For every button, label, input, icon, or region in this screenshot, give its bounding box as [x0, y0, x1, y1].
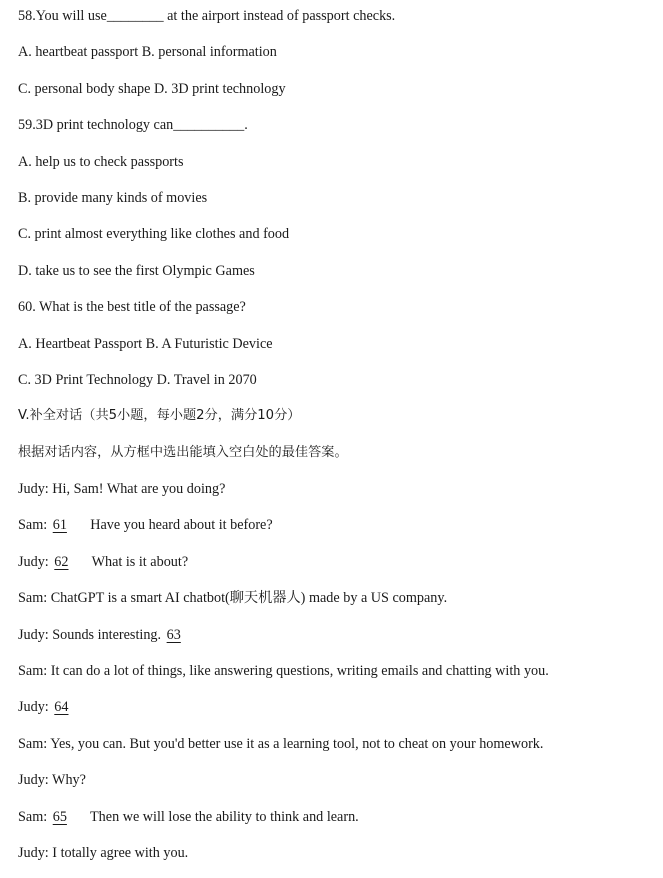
- question-59-text-end: .: [244, 117, 248, 134]
- question-58-text-end: at the airport instead of passport checks.: [163, 8, 396, 24]
- dialogue-line: [18, 806, 658, 842]
- dialogue-text: Have you heard about it before?: [86, 517, 273, 534]
- question-59-option-b: B. provide many kinds of movies: [18, 189, 208, 206]
- answer-blank-64[interactable]: 64: [54, 699, 69, 716]
- dialogue: [18, 478, 658, 878]
- question-60-stem: 60. What is the best title of the passage?: [18, 299, 246, 316]
- question-59-blank: __________: [173, 117, 245, 134]
- answer-blank-61[interactable]: 61: [52, 517, 67, 534]
- dialogue-text: What is it about?: [88, 553, 189, 570]
- dialogue-text: Hi, Sam! What are you doing?: [52, 481, 226, 498]
- dialogue-text: I totally agree with you.: [52, 844, 189, 861]
- question-58-text: 58.You will use: [18, 8, 107, 24]
- section-5-heading: V.补全对话（共5小题，每小题2分，满分10分）: [18, 408, 301, 424]
- dialogue-speaker: Judy:: [18, 699, 53, 716]
- dialogue-speaker: Judy:: [18, 626, 53, 643]
- dialogue-line: [18, 514, 658, 550]
- dialogue-text: Then we will lose the ability to think and learn.: [86, 808, 359, 825]
- question-59-option-c: C. print almost everything like clothes and food: [18, 226, 290, 243]
- question-58-options-ab: A. heartbeat passport B. personal information: [18, 44, 277, 61]
- dialogue-line: [18, 696, 658, 732]
- dialogue-speaker: Judy:: [18, 481, 53, 498]
- dialogue-speaker: Sam:: [18, 808, 51, 825]
- question-58-stem: [18, 5, 658, 41]
- document-page: [18, 5, 658, 878]
- answer-blank-62[interactable]: 62: [54, 553, 69, 570]
- dialogue-text: Why?: [52, 772, 86, 789]
- question-59-option-d: D. take us to see the first Olympic Games: [18, 262, 255, 279]
- answer-blank-63[interactable]: 63: [166, 626, 181, 643]
- dialogue-speaker: Judy:: [18, 844, 53, 861]
- question-60-options-ab: A. Heartbeat Passport B. A Futuristic Device: [18, 335, 273, 352]
- dialogue-speaker: Sam:: [18, 663, 51, 680]
- dialogue-line: [18, 551, 658, 587]
- dialogue-speaker: Judy:: [18, 553, 53, 570]
- dialogue-line: [18, 769, 658, 805]
- dialogue-line: [18, 624, 658, 660]
- dialogue-speaker: Sam:: [18, 517, 51, 534]
- section-5-instruction: 根据对话内容，从方框中选出能填入空白处的最佳答案。: [18, 444, 348, 460]
- question-59-stem: [18, 114, 658, 150]
- dialogue-text: ChatGPT is a smart AI chatbot(聊天机器人) made by a US company.: [50, 590, 448, 607]
- dialogue-text: Sounds interesting.: [52, 626, 165, 643]
- question-58-options-cd: C. personal body shape D. 3D print technology: [18, 80, 286, 97]
- question-59-text: 59.3D print technology can: [18, 117, 174, 134]
- question-60-options-cd: C. 3D Print Technology D. Travel in 2070: [18, 371, 257, 388]
- question-58-blank: ________: [106, 8, 164, 24]
- dialogue-text: It can do a lot of things, like answering questions, writing emails and chatting with you.: [50, 663, 549, 680]
- dialogue-speaker: Sam:: [18, 735, 51, 752]
- dialogue-speaker: Sam:: [18, 590, 51, 607]
- dialogue-line: [18, 660, 658, 696]
- dialogue-line: [18, 478, 658, 514]
- dialogue-text: Yes, you can. But you'd better use it as a learning tool, not to cheat on your homework.: [50, 735, 544, 752]
- dialogue-line: [18, 842, 658, 878]
- question-59-option-a: A. help us to check passports: [18, 153, 184, 170]
- dialogue-speaker: Judy:: [18, 772, 53, 789]
- answer-blank-65[interactable]: 65: [52, 808, 67, 825]
- dialogue-line: [18, 587, 658, 623]
- dialogue-line: [18, 733, 658, 769]
